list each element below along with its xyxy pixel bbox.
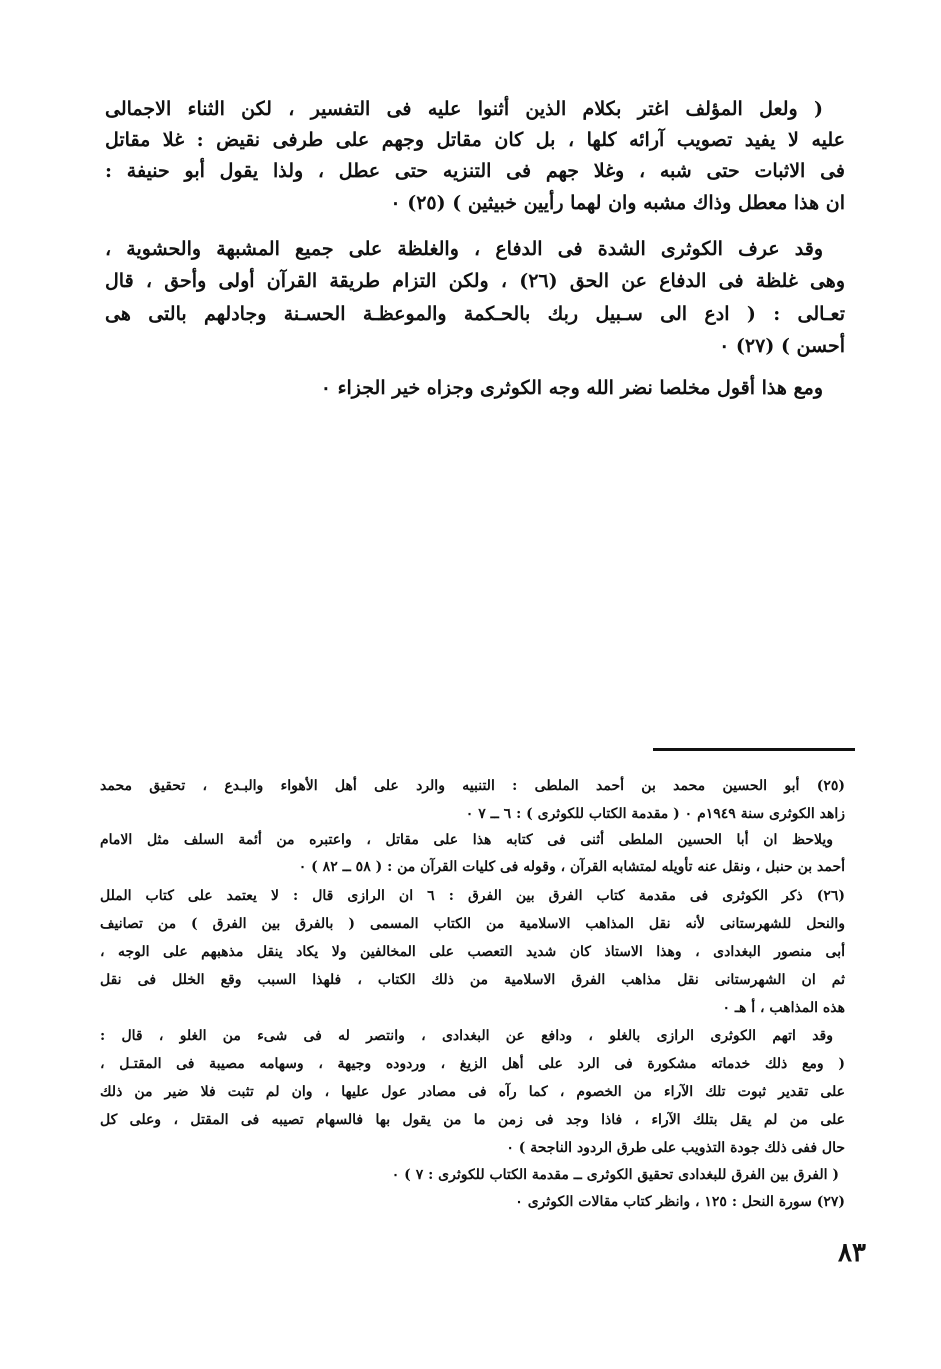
footnote-line: (٢٦) ذكر الكوثرى فى مقدمة كتاب الفرق بين الفرق : ٦ ان الرازى قال : لا يعتمد على كتاب الملل — [100, 888, 845, 904]
footnote-separator — [653, 748, 855, 751]
footnote-line: (٢٥) أبو الحسين محمد بن أحمد الملطى : التنبيه والرد على أهل الأهواء والبـدع ، تحقيق محمد — [100, 778, 845, 794]
footnote-line: على من لم يقل بتلك الآراء ، فاذا وجد فى زمن ما من يقول بها فالسهام تصيبه فى المقتل ، وعلى كل — [100, 1112, 845, 1128]
page-number: ٨٣ — [838, 1238, 866, 1268]
main-text-line: ومع هذا أقول مخلصا نضر الله وجه الكوثرى وجزاه خير الجزاء ٠ — [320, 377, 823, 399]
footnote-line: أبى منصور البغدادى ، وهذا الاستاذ كان شديد التعصب على المخالفين ولا يكاد ينقل مذهبهم على الوجه ، — [100, 944, 845, 960]
footnote-line: وقد اتهم الكوثرى الرازى بالغلو ، ودافع عن البغدادى ، وانتصر له فى شىء من الغلو ، قال : — [100, 1028, 833, 1044]
main-text-line: أحسن ) (٢٧) ٠ — [719, 335, 845, 357]
main-text-line: عليه لا يفيد تصويب آرائه كلها ، بل كان مقاتل وجهم على طرفى نقيض : غلا مقاتل — [105, 129, 845, 151]
footnote-line: زاهد الكوثرى سنة ١٩٤٩م ٠ ( مقدمة الكتاب للكوثرى ) : ٦ ــ ٧ ٠ — [465, 806, 845, 822]
footnote-line: أحمد بن حنبل ، ونقل عنه تأويله لمتشابه القرآن ، وقوله فى كليات القرآن من : ( ٥٨ ــ ٨٢ ) ٠ — [298, 859, 845, 875]
footnote-line: على تقدير ثبوت تلك الآراء من الخصوم ، كما رآه فى مصادر عول عليها ، وان لم تثبت فلا ضير من ذلك — [100, 1084, 845, 1100]
main-text-line: وهى غلظة فى الدفاع عن الحق (٢٦) ، ولكن التزام طريقة القرآن أولى وأحق ، قال — [105, 270, 845, 292]
footnote-line: والنحل للشهرستانى لأنه نقل المذاهب الاسلامية من الكتاب المسمى ( بالفرق بين الفرق ) من تصانيف — [100, 916, 845, 932]
footnote-line: هذه المذاهب ، أ هـ ٠ — [722, 1000, 845, 1016]
footnote-line: ( الفرق بين الفرق للبغدادى تحقيق الكوثرى ــ مقدمة الكتاب للكوثرى : ٧ ) ٠ — [391, 1167, 839, 1183]
main-text-line: تعـالى : ( ادع الى سـبيل ربك بالحـكمة والموعظـة الحسـنة وجادلهم بالتى هى — [105, 303, 845, 325]
main-text-line: ( ولعل المؤلف اغتر بكلام الذين أثنوا عليه فى التفسير ، لكن الثناء الاجمالى — [105, 98, 823, 120]
main-text-line: فى الاثبات حتى شبه ، وغلا جهم فى التنزيه حتى عطل ، ولذا يقول أبو حنيفة : — [105, 160, 845, 182]
footnote-line: ثم ان الشهرستانى نقل مذاهب الفرق الاسلامية من ذلك الكتاب ، فلهذا السبب وقع الخلل فى نقل — [100, 972, 845, 988]
footnote-line: (٢٧) سورة النحل : ١٢٥ ، وانظر كتاب مقالات الكوثرى ٠ — [515, 1194, 845, 1210]
main-text-line: وقد عرف الكوثرى الشدة فى الدفاع ، والغلظة على جميع المشبهة والحشوية ، — [105, 238, 823, 260]
main-text-line: ان هذا معطل وذاك مشبه وان لهما رأيين خبيثين ) (٢٥) ٠ — [390, 192, 845, 214]
footnote-line: حال ففى ذلك جودة التذويب على طرق الردود الناجحة ) ٠ — [506, 1140, 845, 1156]
footnote-line: ويلاحظ ان أبا الحسين الملطى أثنى فى كتابه هذا على مقاتل ، واعتبره من أئمة السلف مثل الامام — [100, 832, 833, 848]
footnote-line: ( ومع ذلك خدماته مشكورة فى الرد على أهل الزيغ ، وردوده وجيهة ، وسهامه مصيبة فى المقتـل ، — [100, 1056, 845, 1072]
